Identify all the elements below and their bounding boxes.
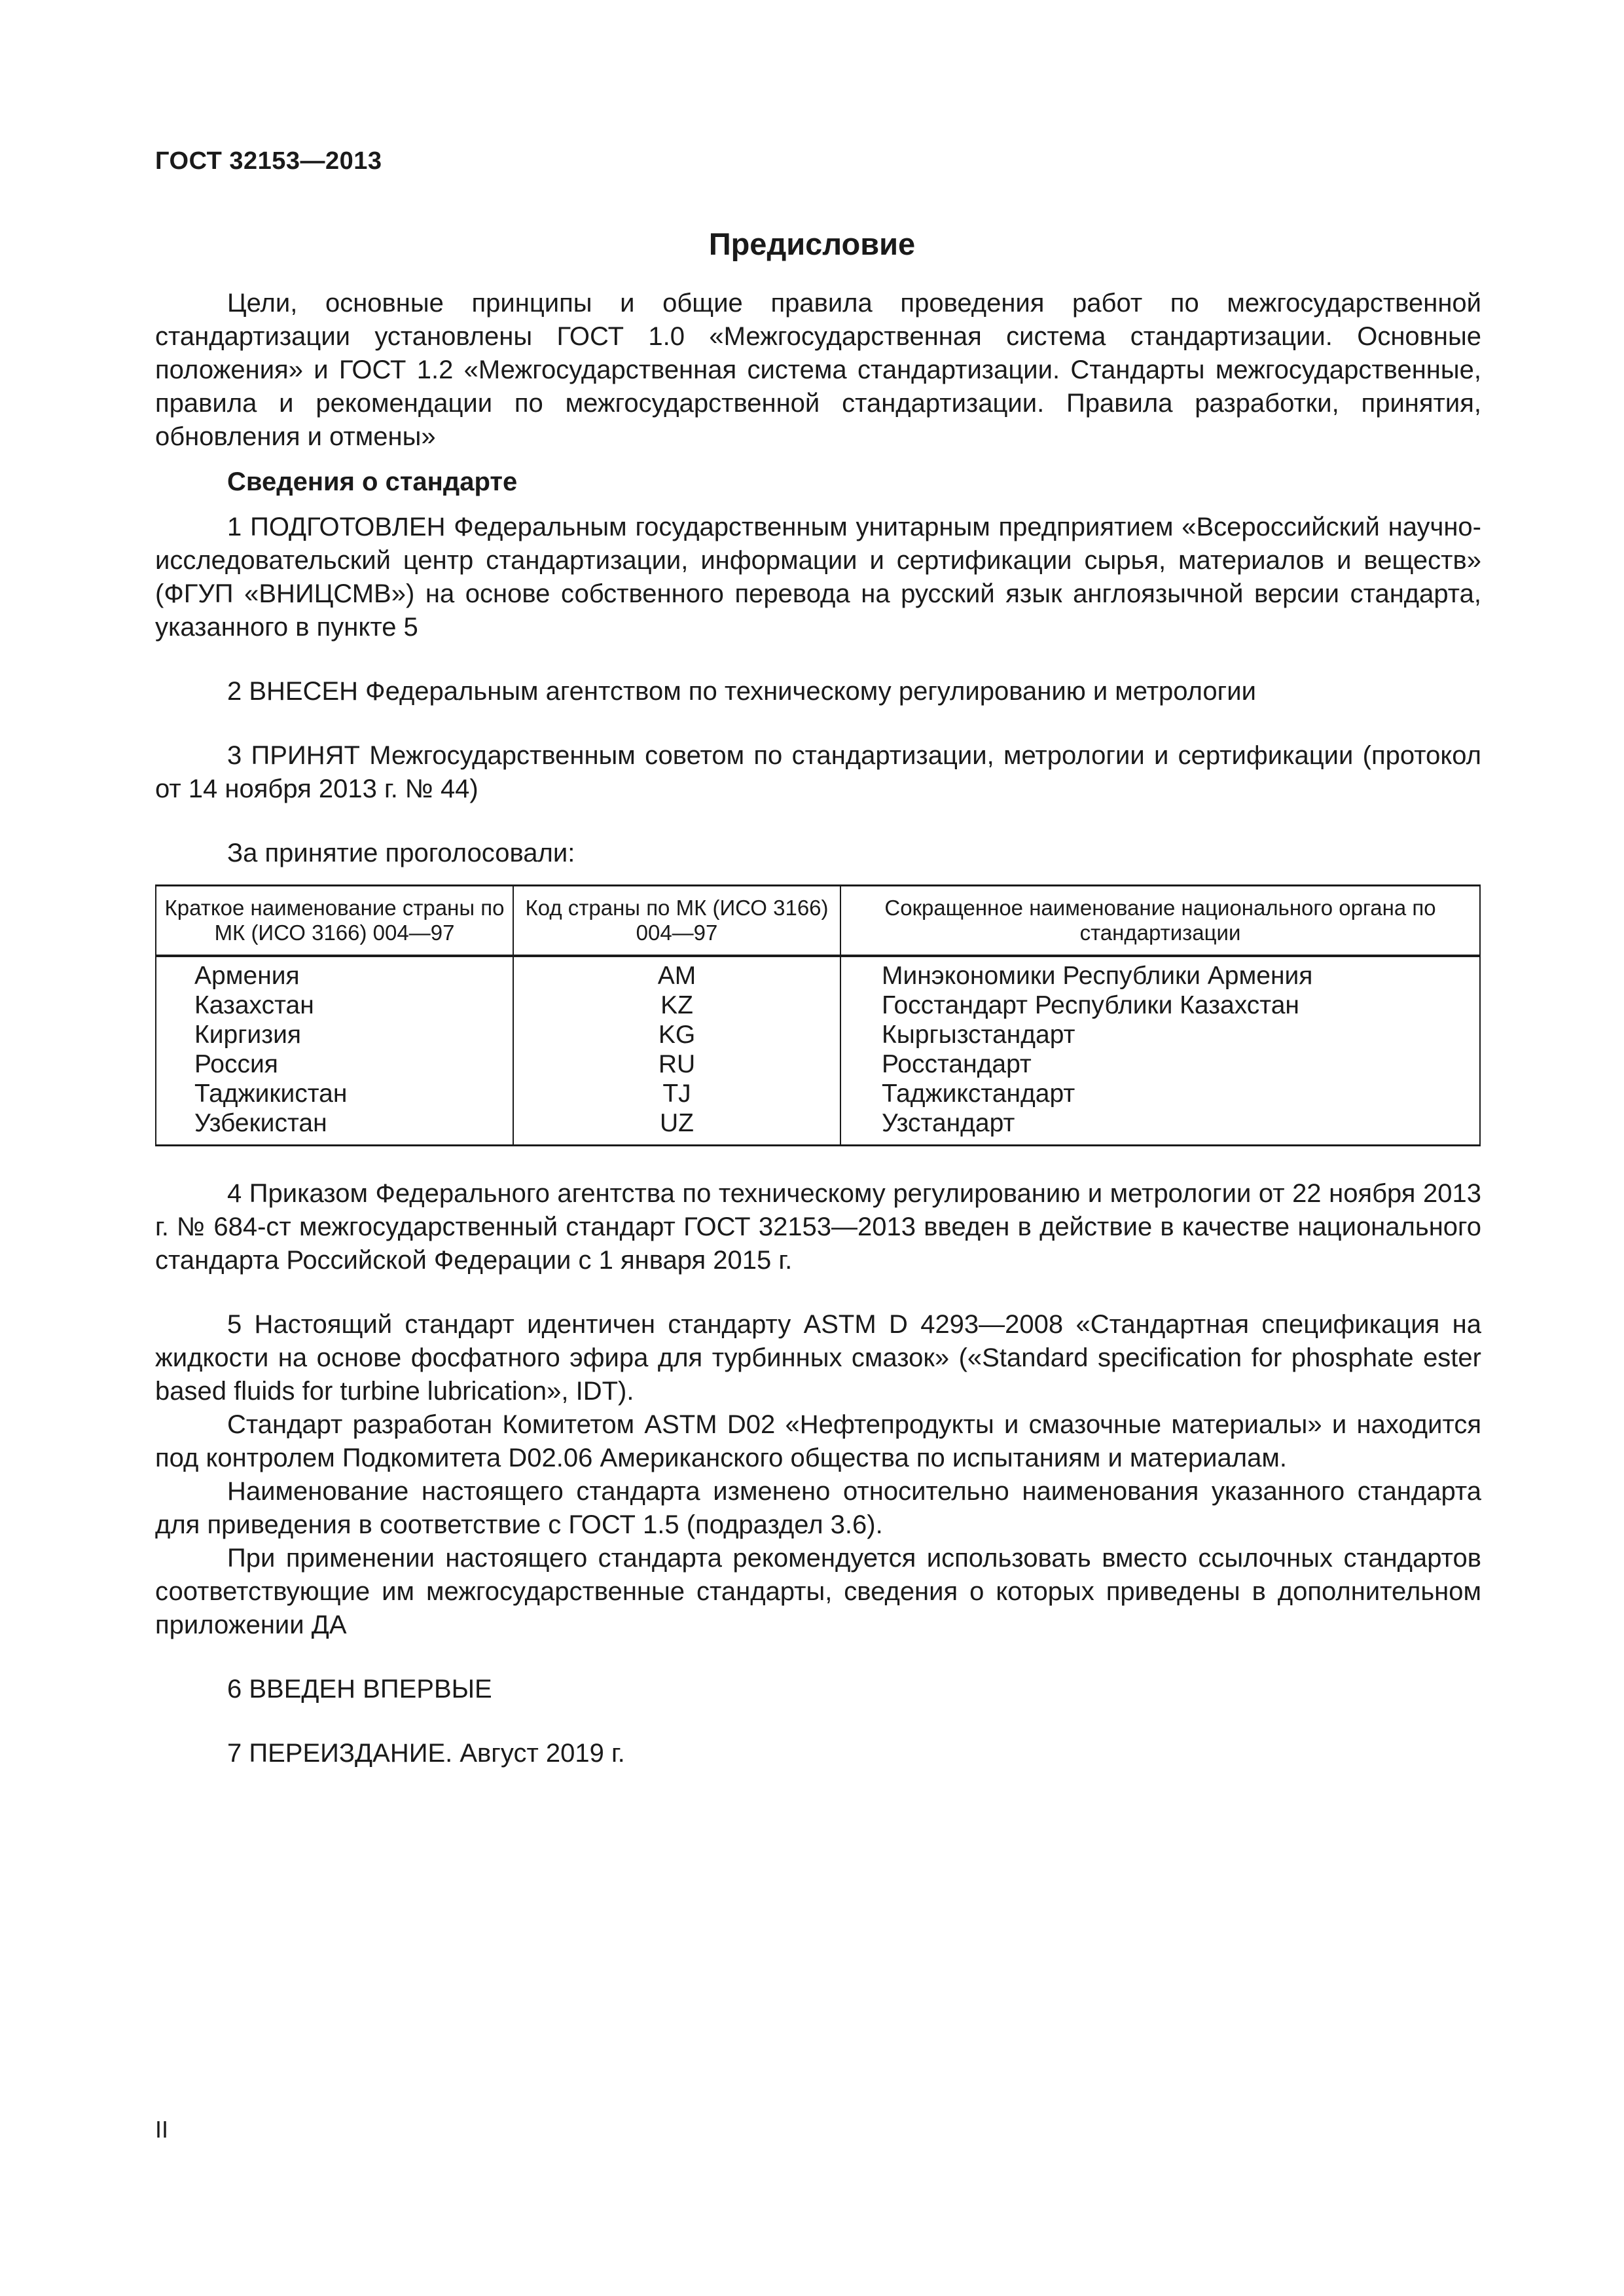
item-5-paragraph: 5 Настоящий стандарт идентичен стандарту ASTM D 4293—2008 «Стандартная спецификация на жидкости на основе фосфатного эфира для турбинных смазок» («Standard specification for phosphate ester based fluids for turbine lubrication», IDT).: [155, 1310, 1481, 1406]
table-row: [156, 1020, 1480, 1049]
standards-body-cell: Госстандарт Республики Казахстан: [840, 991, 1480, 1020]
table-header-row: [156, 886, 1480, 957]
country-name-cell: Армения: [156, 956, 513, 991]
voted-label: За принятие проголосовали:: [227, 839, 575, 867]
header-standards-body: Сокращенное наименование национального органа по стандартизации: [840, 886, 1480, 957]
country-code-cell: RU: [513, 1049, 840, 1079]
voting-countries-table: [155, 884, 1481, 1146]
table-row: [156, 1049, 1480, 1079]
standards-body-cell: Минэкономики Республики Армения: [840, 956, 1480, 991]
document-designation: ГОСТ 32153—2013: [155, 147, 382, 175]
country-name-cell: Узбекистан: [156, 1108, 513, 1146]
item-5-committee-paragraph: Стандарт разработан Комитетом ASTM D02 «Нефтепродукты и смазочные материалы» и находится под контролем Подкомитета D02.06 Американского общества по испытаниям и материалам.: [155, 1410, 1481, 1472]
standards-body-cell: Кыргызстандарт: [840, 1020, 1480, 1049]
intro-paragraph: Цели, основные принципы и общие правила проведения работ по межгосударственной стандартизации установлены ГОСТ 1.0 «Межгосударственная система стандартизации. Основные положения» и ГОСТ 1.2 «Межгосударственная система стандартизации. Стандарты межгосударственные, правила и рекомендации по межгосударственной стандартизации. Правила разработки, принятия, обновления и отмены»: [155, 289, 1481, 451]
item-2-paragraph: 2 ВНЕСЕН Федеральным агентством по техническому регулированию и метрологии: [227, 677, 1256, 706]
country-name-cell: Киргизия: [156, 1020, 513, 1049]
country-name-cell: Казахстан: [156, 991, 513, 1020]
standards-body-cell: Таджикстандарт: [840, 1079, 1480, 1108]
table-row: [156, 956, 1480, 991]
section-heading: Сведения о стандарте: [227, 467, 518, 496]
item-5-title-change-paragraph: Наименование настоящего стандарта изменено относительно наименования указанного стандарта для приведения в соответствие с ГОСТ 1.5 (подраздел 3.6).: [155, 1477, 1481, 1539]
country-code-cell: KG: [513, 1020, 840, 1049]
table-row: [156, 1079, 1480, 1108]
country-code-cell: KZ: [513, 991, 840, 1020]
header-country-code: Код страны по МК (ИСО 3166) 004—97: [513, 886, 840, 957]
country-code-cell: AM: [513, 956, 840, 991]
table-row: [156, 1108, 1480, 1146]
header-country-name: Краткое наименование страны по МК (ИСО 3166) 004—97: [156, 886, 513, 957]
standards-body-cell: Узстандарт: [840, 1108, 1480, 1146]
country-name-cell: Таджикистан: [156, 1079, 513, 1108]
item-1-paragraph: 1 ПОДГОТОВЛЕН Федеральным государственным унитарным предприятием «Всероссийский научно-исследовательский центр стандартизации, информации и сертификации сырья, материалов и веществ» (ФГУП «ВНИЦСМВ») на основе собственного перевода на русский язык англоязычной версии стандарта, указанного в пункте 5: [155, 513, 1481, 642]
standards-body-cell: Росстандарт: [840, 1049, 1480, 1079]
table-row: [156, 991, 1480, 1020]
page-number: II: [155, 2116, 169, 2143]
foreword-body: [155, 287, 1481, 1770]
country-name-cell: Россия: [156, 1049, 513, 1079]
item-5-references-paragraph: При применении настоящего стандарта рекомендуется использовать вместо ссылочных стандартов соответствующие им межгосударственные стандарты, сведения о которых приведены в дополнительном приложении ДА: [155, 1544, 1481, 1639]
page-title: Предисловие: [708, 227, 916, 261]
country-code-cell: TJ: [513, 1079, 840, 1108]
item-3-paragraph: 3 ПРИНЯТ Межгосударственным советом по стандартизации, метрологии и сертификации (протокол от 14 ноября 2013 г. № 44): [155, 741, 1481, 803]
item-6-paragraph: 6 ВВЕДЕН ВПЕРВЫЕ: [227, 1675, 492, 1704]
item-7-paragraph: 7 ПЕРЕИЗДАНИЕ. Август 2019 г.: [227, 1739, 625, 1768]
item-4-paragraph: 4 Приказом Федерального агентства по техническому регулированию и метрологии от 22 ноября 2013 г. № 684-ст межгосударственный стандарт ГОСТ 32153—2013 введен в действие в качестве национального стандарта Российской Федерации с 1 января 2015 г.: [155, 1179, 1481, 1275]
country-code-cell: UZ: [513, 1108, 840, 1146]
